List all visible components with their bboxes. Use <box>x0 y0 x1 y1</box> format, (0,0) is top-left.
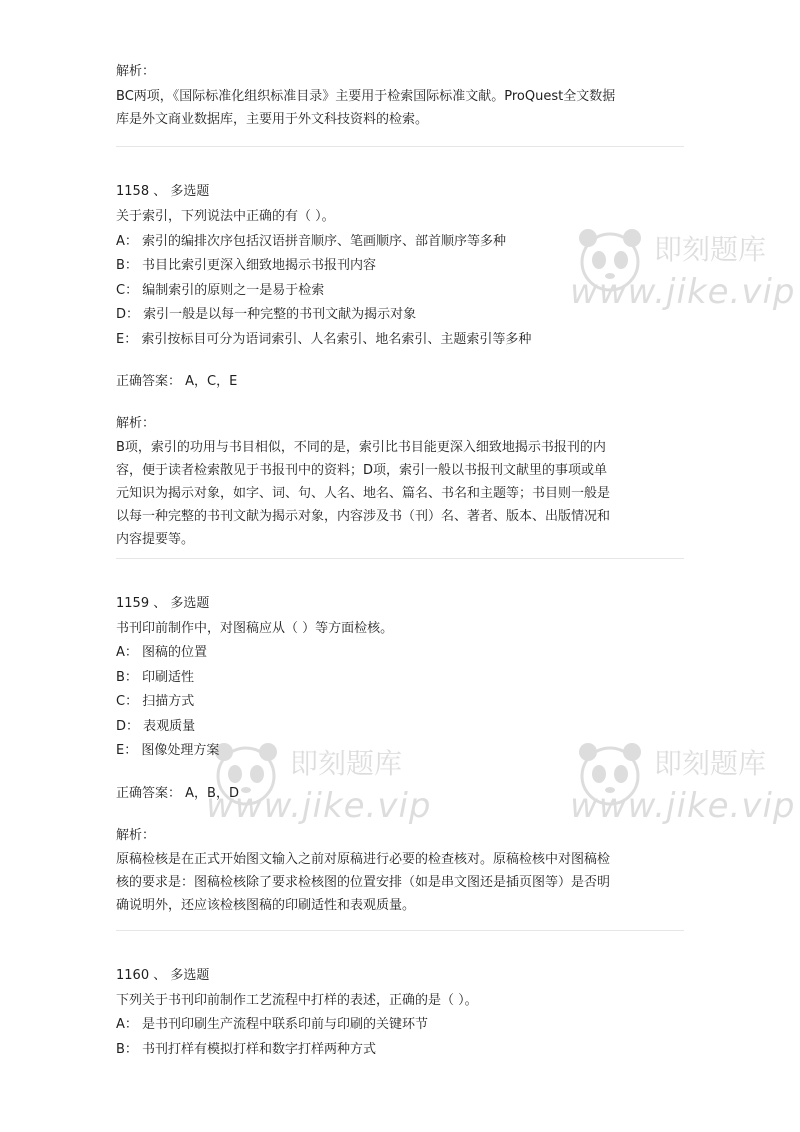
analysis-text-line: BC两项，《国际标准化组织标准目录》主要用于检索国际标准文献。ProQuest全文数据 <box>116 89 616 104</box>
section-divider <box>116 930 684 931</box>
option-a: A： 索引的编排次序包括汉语拼音顺序、笔画顺序、部首顺序等多种 <box>116 234 507 249</box>
analysis-text-line: 核的要求是：图稿检核除了要求检核图的位置安排（如是串文图还是插页图等）是否明 <box>116 875 611 890</box>
analysis-label: 解析： <box>116 64 156 79</box>
watermark <box>570 740 800 850</box>
section-divider <box>116 558 684 559</box>
analysis-text-line: 库是外文商业数据库，主要用于外文科技资料的检索。 <box>116 112 429 127</box>
analysis-text-line: 以每一种完整的书刊文献为揭示对象，内容涉及书（刊）名、著者、版本、出版情况和 <box>116 509 611 524</box>
option-a: A： 是书刊印刷生产流程中联系印前与印刷的关键环节 <box>116 1017 429 1032</box>
option-c: C： 编制索引的原则之一是易于检索 <box>116 283 325 298</box>
question-header: 1159 、 多选题 <box>116 596 210 611</box>
option-c: C： 扫描方式 <box>116 694 195 709</box>
analysis-label: 解析： <box>116 828 156 843</box>
option-a: A： 图稿的位置 <box>116 645 208 660</box>
watermark-brand: 即刻题库 <box>290 747 403 780</box>
correct-answer: 正确答案： A，B，D <box>116 786 239 801</box>
option-b: B： 印刷适性 <box>116 670 195 685</box>
analysis-text-line: 内容提要等。 <box>116 532 195 547</box>
watermark-brand: 即刻题库 <box>654 233 767 266</box>
analysis-label: 解析： <box>116 416 156 431</box>
question-stem: 下列关于书刊印前制作工艺流程中打样的表述，正确的是（ ）。 <box>116 993 478 1008</box>
watermark <box>570 226 800 336</box>
watermark-brand: 即刻题库 <box>654 747 767 780</box>
section-divider <box>116 146 684 147</box>
option-d: D： 表观质量 <box>116 719 196 734</box>
panda-logo-icon <box>570 226 650 296</box>
analysis-text-line: 确说明外，还应该检核图稿的印刷适性和表观质量。 <box>116 898 416 913</box>
panda-logo-icon <box>570 740 650 810</box>
option-d: D： 索引一般是以每一种完整的书刊文献为揭示对象 <box>116 307 417 322</box>
watermark-url: www.jike.vip <box>570 786 796 826</box>
watermark <box>206 740 446 850</box>
question-header: 1160 、 多选题 <box>116 968 210 983</box>
question-stem: 关于索引，下列说法中正确的有（ ）。 <box>116 209 335 224</box>
option-b: B： 书目比索引更深入细致地揭示书报刊内容 <box>116 258 377 273</box>
watermark-url: www.jike.vip <box>206 786 432 826</box>
correct-answer: 正确答案： A，C，E <box>116 374 238 389</box>
watermark-url: www.jike.vip <box>570 272 796 312</box>
option-b: B： 书刊打样有模拟打样和数字打样两种方式 <box>116 1042 377 1057</box>
option-e: E： 索引按标目可分为语词索引、人名索引、地名索引、主题索引等多种 <box>116 332 532 347</box>
option-e: E： 图像处理方案 <box>116 743 220 758</box>
question-header: 1158 、 多选题 <box>116 184 210 199</box>
analysis-text-line: 容，便于读者检索散见于书报刊中的资料；D项，索引一般以书报刊文献里的事项或单 <box>116 463 608 478</box>
analysis-text-line: B项，索引的功用与书目相似，不同的是，索引比书目能更深入细致地揭示书报刊的内 <box>116 440 606 455</box>
question-stem: 书刊印前制作中，对图稿应从（ ）等方面检核。 <box>116 621 394 636</box>
analysis-text-line: 元知识为揭示对象，如字、词、句、人名、地名、篇名、书名和主题等；书目则一般是 <box>116 486 611 501</box>
analysis-text-line: 原稿检核是在正式开始图文输入之前对原稿进行必要的检查核对。原稿检核中对图稿检 <box>116 852 611 867</box>
